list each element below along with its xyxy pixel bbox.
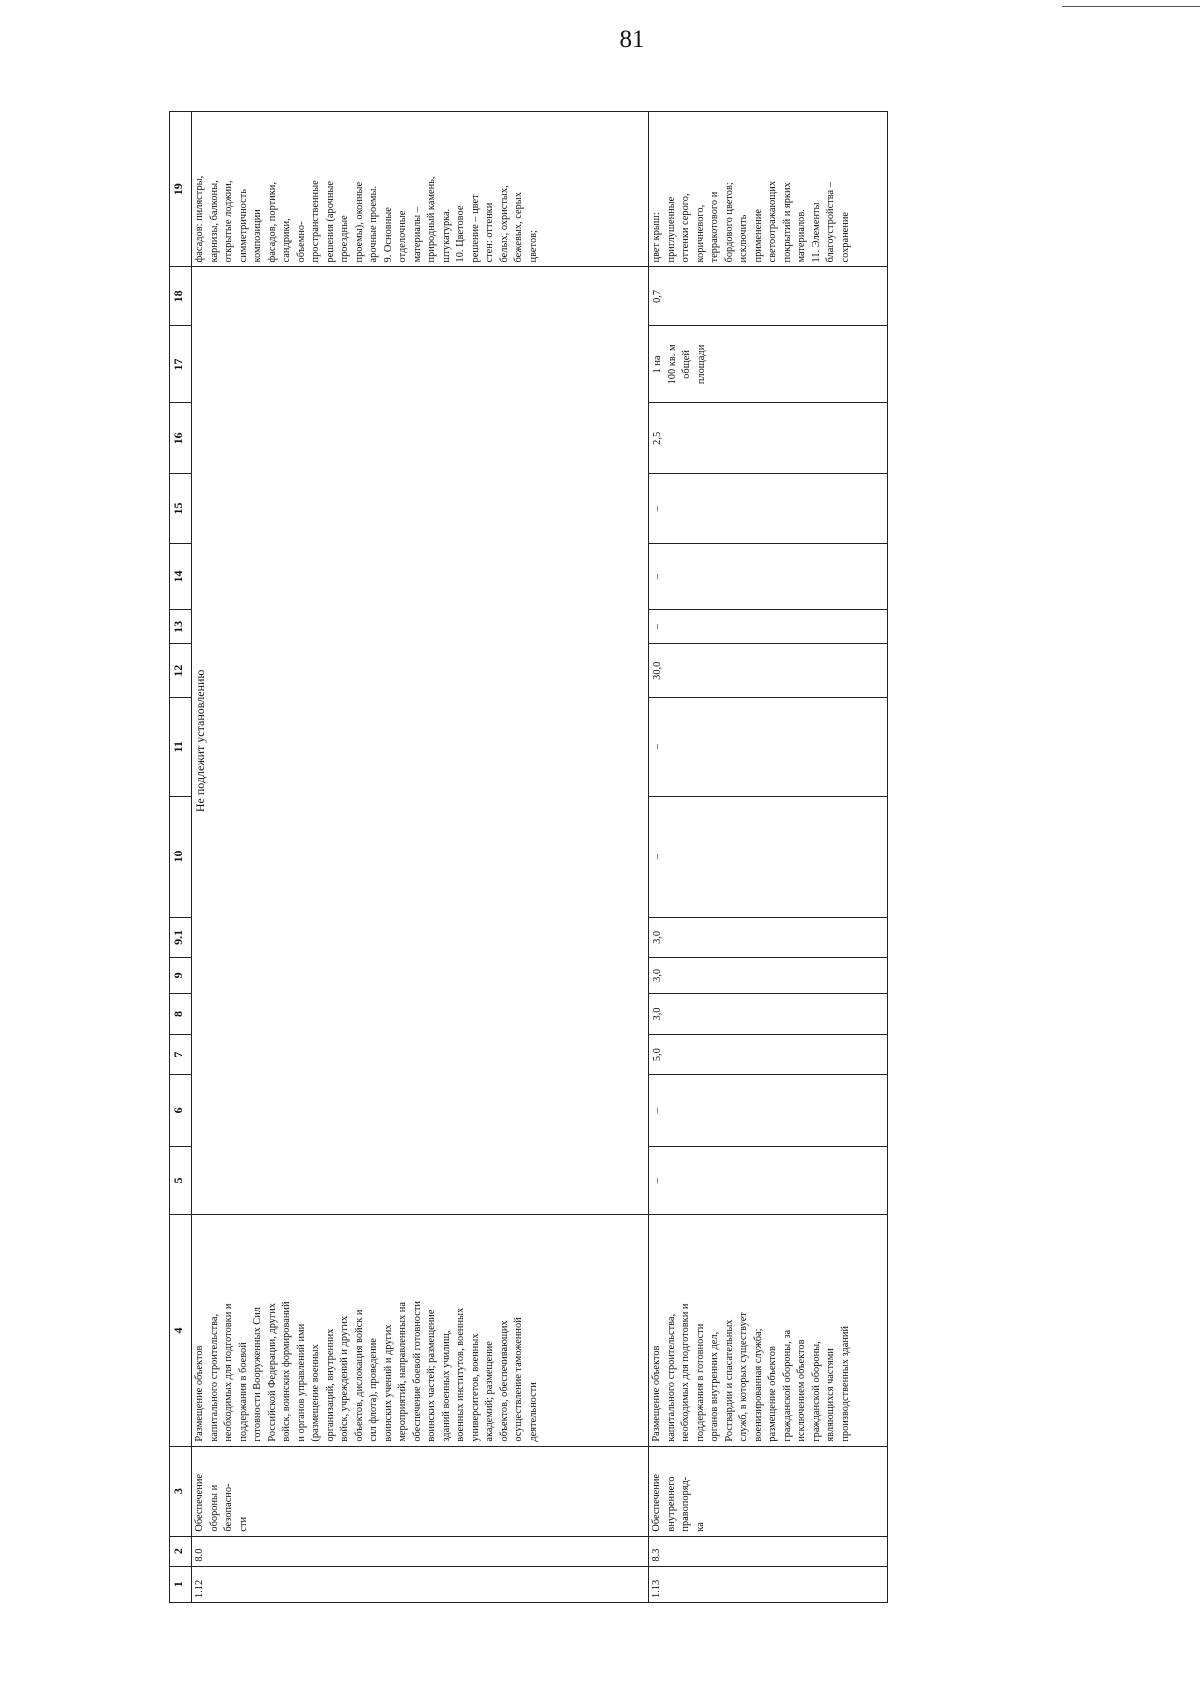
use-description: Размещение объектов капитального строительства, необходимых для подготовки и поддержания в готовности органов внутренних дел, Росгвардии и спасательных служб, в которых существует военизированная служба; размещение объектов гражданской обороны, за исключением объектов гражданской обороны, являющихся частями производственных зданий	[649, 1215, 888, 1446]
col-header: 18	[170, 267, 192, 326]
param-cell: 2,5	[649, 403, 888, 474]
architectural-requirements: фасадов: пилястры, карнизы, балконы, открытые лоджии, симметричность композиции фасадов, портики, сандрики, объемно- пространственные решения (арочные проездные проемы), оконные арочные проемы. 9. Основные отделочные материалы – природный камень, штукатурка. 10. Цветовое решение – цвет стен: оттенки белых, охристых, бежевых, серых цветов;	[192, 112, 649, 267]
merged-not-established-cell: Не подлежит установлению	[192, 267, 649, 1215]
col-header: 7	[170, 1035, 192, 1075]
param-cell: 1 на 100 кв. м общей площади	[649, 326, 888, 403]
col-header: 11	[170, 698, 192, 797]
col-header: 15	[170, 474, 192, 544]
table-row	[649, 112, 888, 1603]
col-header: 4	[170, 1215, 192, 1446]
header-row	[170, 112, 192, 1603]
page-number: 81	[619, 26, 645, 53]
land-use-regulations-table	[169, 111, 888, 1603]
param-cell: –	[649, 698, 888, 797]
col-header: 13	[170, 610, 192, 644]
top-rule	[1062, 6, 1200, 7]
param-cell: –	[649, 610, 888, 644]
col-header: 1	[170, 1566, 192, 1602]
param-cell: 0,7	[649, 267, 888, 326]
col-header: 9	[170, 958, 192, 993]
col-header: 12	[170, 644, 192, 698]
col-header: 6	[170, 1074, 192, 1146]
col-header: 17	[170, 326, 192, 403]
architectural-requirements: цвет крыш: приглушенные оттенки серого, коричневого, терракотового и бордового цветов; исключить применение светоотражающих покрытий и ярких материалов. 11. Элементы благоустройства – сохранение	[649, 112, 888, 267]
col-header: 19	[170, 112, 192, 267]
param-cell: –	[649, 1074, 888, 1146]
param-cell: 5,0	[649, 1035, 888, 1075]
rotated-table-container	[169, 111, 929, 1603]
param-cell: –	[649, 796, 888, 917]
col-header: 8	[170, 993, 192, 1035]
col-header: 14	[170, 543, 192, 609]
use-description: Размещение объектов капитального строительства, необходимых для подготовки и поддержания в боевой готовности Вооруженных Сил Российской Федерации, других войск, воинских формирований и органов управлений ими (размещение военных организаций, внутренних войск, учреждений и других объектов, дислокация войск и сил флота), проведение воинских учений и других мероприятий, направленных на обеспечение боевой готовности воинских частей; размещение зданий военных училищ, военных институтов, военных университетов, военных академий; размещение объектов, обеспечивающих осуществление таможенной деятельности	[192, 1215, 649, 1446]
table-row	[192, 112, 649, 1603]
param-cell: 3,0	[649, 958, 888, 993]
param-cell: –	[649, 474, 888, 544]
param-cell: 3,0	[649, 993, 888, 1035]
use-code: 8.3	[649, 1536, 888, 1566]
param-cell: 30,0	[649, 644, 888, 698]
col-header: 10	[170, 796, 192, 917]
param-cell: 3,0	[649, 917, 888, 958]
row-number: 1.12	[192, 1566, 649, 1602]
use-name: Обеспечение внутреннего правопоряд- ка	[649, 1446, 888, 1536]
col-header: 9.1	[170, 917, 192, 958]
col-header: 16	[170, 403, 192, 474]
col-header: 5	[170, 1146, 192, 1215]
row-number: 1.13	[649, 1566, 888, 1602]
param-cell: –	[649, 543, 888, 609]
use-name: Обеспечение обороны и безопасно- сти	[192, 1446, 649, 1536]
col-header: 3	[170, 1446, 192, 1536]
param-cell: –	[649, 1146, 888, 1215]
col-header: 2	[170, 1536, 192, 1566]
use-code: 8.0	[192, 1536, 649, 1566]
